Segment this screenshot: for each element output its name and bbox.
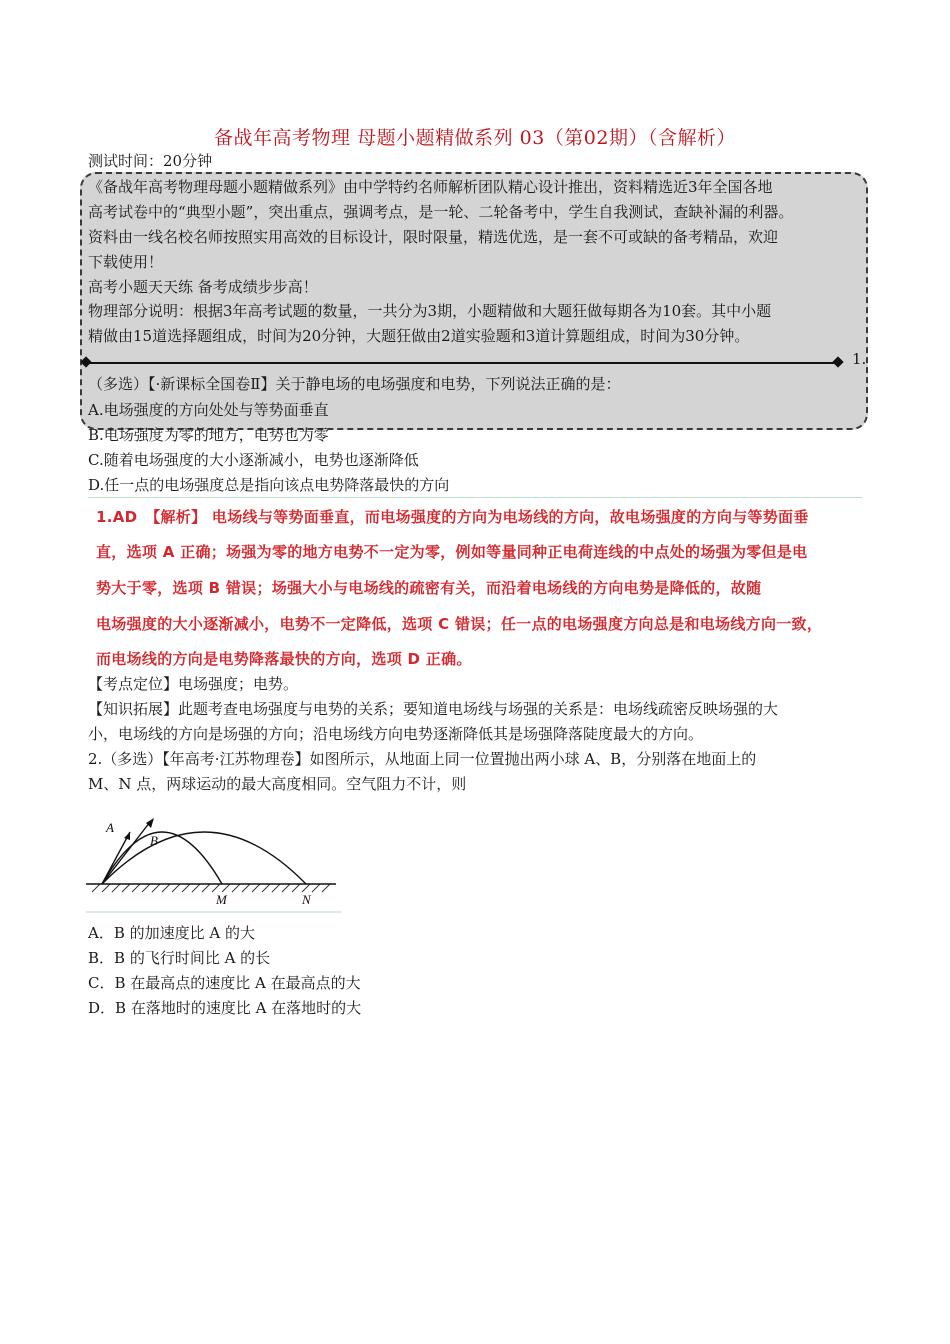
- velocity-arrow-a: [102, 832, 130, 884]
- test-time: 测试时间：20分钟: [88, 152, 213, 170]
- question-2-option-a: A．B 的加速度比 A 的大: [88, 924, 255, 942]
- projectile-diagram: [86, 800, 344, 914]
- answer-line: 电场强度的大小逐渐减小，电势不一定降低，选项 C 错误；任一点的电场强度方向总是和电场线方向一致，: [96, 615, 823, 633]
- answer-line: 直，选项 A 正确；场强为零的地方电势不一定为零，例如等量同种正电荷连线的中点处的场强为零但是电: [96, 543, 808, 561]
- label-n: N: [302, 892, 311, 907]
- answer-line: 而电场线的方向是电势降落最快的方向，选项 D 正确。: [96, 650, 472, 668]
- key-point: 【考点定位】电场强度；电势。: [88, 675, 299, 693]
- question-2-option-d: D．B 在落地时的速度比 A 在落地时的大: [88, 999, 362, 1017]
- ground-hatch: [92, 884, 330, 892]
- intro-line: 高考小题天天练 备考成绩步步高！: [88, 278, 318, 296]
- divider-line: [84, 362, 840, 364]
- answer-line: 1.AD 【解析】 电场线与等势面垂直，而电场强度的方向为电场线的方向，故电场强度的方向与等势面垂: [96, 508, 809, 526]
- intro-line: 资料由一线名校名师按照实用高效的目标设计，限时限量，精选优选，是一套不可或缺的备考精品，欢迎: [88, 228, 779, 246]
- intro-line: 下载使用！: [88, 253, 164, 271]
- label-a: A: [106, 820, 114, 835]
- question-1-option-b: B.电场强度为零的地方，电势也为零: [88, 426, 329, 444]
- question-1-number: 1.: [852, 350, 867, 368]
- question-1-option-d: D.任一点的电场强度总是指向该点电势降落最快的方向: [88, 476, 450, 494]
- question-1-stem: （多选）【·新课标全国卷Ⅱ】关于静电场的电场强度和电势，下列说法正确的是：: [88, 375, 621, 393]
- intro-line: 精做由15道选择题组成，时间为20分钟，大题狂做由2道实验题和3道计算题组成，时间为30分钟。: [88, 327, 750, 345]
- extension-line: 小，电场线的方向是场强的方向；沿电场线方向电势逐渐降低其是场强降落陡度最大的方向。: [88, 725, 704, 743]
- question-2-stem: M、N 点，两球运动的最大高度相同。空气阻力不计，则: [88, 775, 467, 793]
- extension-line: 【知识拓展】此题考查电场强度与电势的关系；要知道电场线与场强的关系是：电场线疏密反映场强的大: [88, 700, 779, 718]
- trajectory-a: [102, 832, 222, 884]
- intro-line: 高考试卷中的“典型小题”，突出重点，强调考点，是一轮、二轮备考中，学生自我测试，查缺补漏的利器。: [88, 203, 794, 221]
- answer-line: 势大于零，选项 B 错误；场强大小与电场线的疏密有关，而沿着电场线的方向电势是降低的，故随: [96, 579, 762, 597]
- question-1-option-c: C.随着电场强度的大小逐渐减小，电势也逐渐降低: [88, 451, 419, 469]
- question-2-option-c: C．B 在最高点的速度比 A 在最高点的大: [88, 974, 361, 992]
- question-1-option-a: A.电场强度的方向处处与等势面垂直: [88, 401, 329, 419]
- intro-line: 物理部分说明：根据3年高考试题的数量，一共分为3期，小题精做和大题狂做每期各为10套。其中小题: [88, 302, 772, 320]
- label-b: B: [150, 833, 158, 848]
- question-2-option-b: B．B 的飞行时间比 A 的长: [88, 949, 271, 967]
- page-title: 备战年高考物理 母题小题精做系列 03（第02期）（含解析）: [214, 127, 736, 149]
- arrowhead-a: [124, 832, 130, 840]
- question-2-stem: 2.（多选）【年高考·江苏物理卷】如图所示，从地面上同一位置抛出两小球 A、B，分别落在地面上的: [88, 750, 757, 768]
- intro-line: 《备战年高考物理母题小题精做系列》由中学特约名师解析团队精心设计推出，资料精选近3年全国各地: [88, 178, 773, 196]
- label-m: M: [216, 892, 227, 907]
